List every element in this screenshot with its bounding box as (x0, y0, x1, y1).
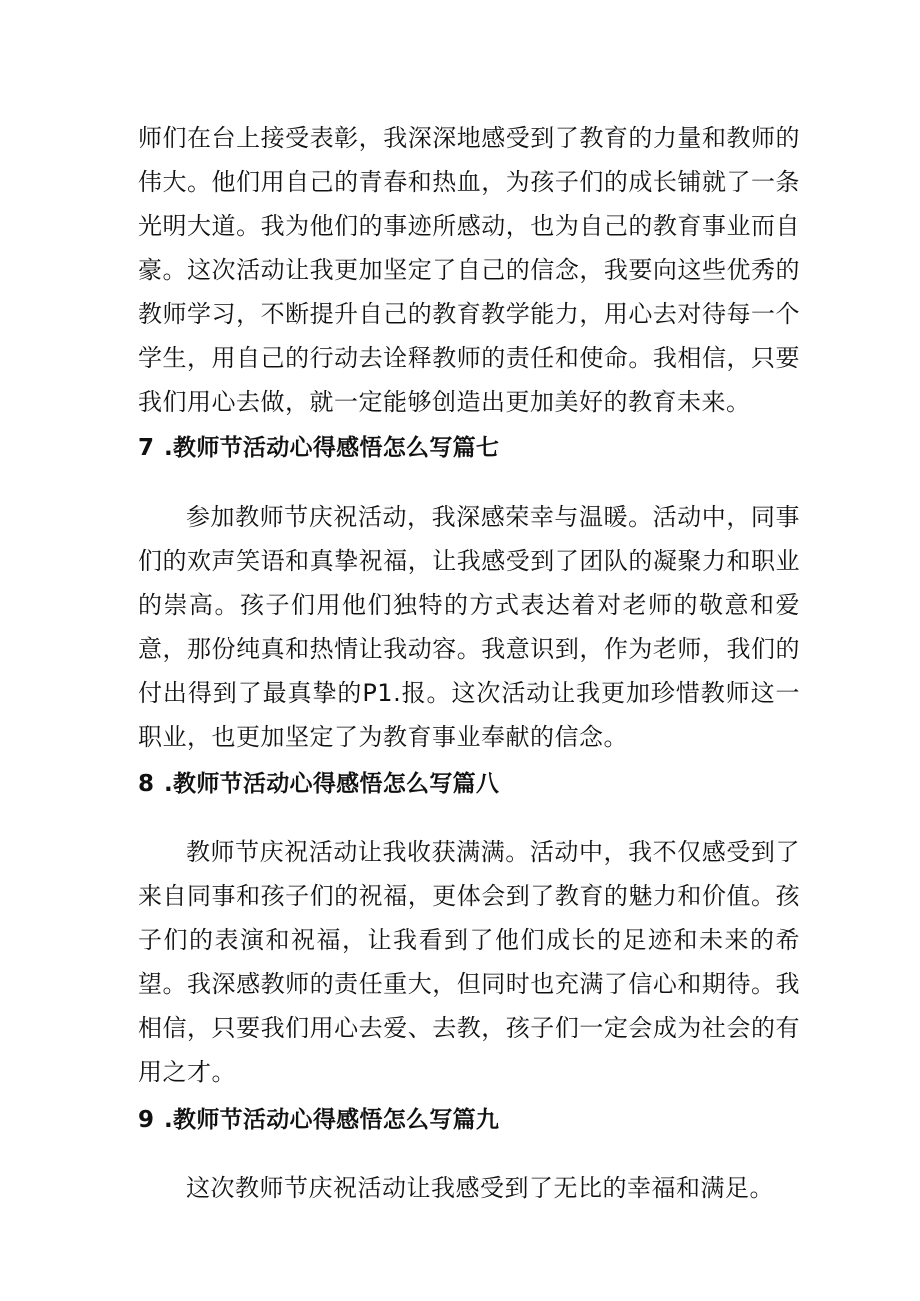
continued-paragraph: 师们在台上接受表彰，我深深地感受到了教育的力量和教师的伟大。他们用自己的青春和热血，为孩子们的成长铺就了一条光明大道。我为他们的事迹所感动，也为自己的教育事业而自豪。这次活动让我更加坚定了自己的信念，我要向这些优秀的教师学习，不断提升自己的教育教学能力，用心去对待每一个学生，用自己的行动去诠释教师的责任和使命。我相信，只要我们用心去做，就一定能够创造出更加美好的教育未来。 (138, 124, 800, 416)
section-heading-9 (138, 1098, 800, 1142)
section-title: .教师节活动心得感悟怎么写篇七 (164, 435, 500, 461)
section-title: .教师节活动心得感悟怎么写篇九 (164, 1107, 500, 1133)
section-number: 9 (138, 1107, 155, 1133)
section-heading-7 (138, 426, 800, 470)
section-title: .教师节活动心得感悟怎么写篇八 (164, 771, 500, 797)
section-number: 7 (138, 435, 155, 461)
section-number: 8 (138, 771, 155, 797)
section-body-8: 教师节庆祝活动让我收获满满。活动中，我不仅感受到了来自同事和孩子们的祝福，更体会到了教育的魅力和价值。孩子们的表演和祝福，让我看到了他们成长的足迹和未来的希望。我深感教师的责任重大，但同时也充满了信心和期待。我相信，只要我们用心去爱、去教，孩子们一定会成为社会的有用之才。 (138, 838, 800, 1086)
section-body-7: 参加教师节庆祝活动，我深感荣幸与温暖。活动中，同事们的欢声笑语和真挚祝福，让我感受到了团队的凝聚力和职业的崇高。孩子们用他们独特的方式表达着对老师的敬意和爱意，那份纯真和热情让我动容。我意识到，作为老师，我们的付出得到了最真挚的P1.报。这次活动让我更加珍惜教师这一职业，也更加坚定了为教育事业奉献的信念。 (138, 503, 800, 751)
section-body-9: 这次教师节庆祝活动让我感受到了无比的幸福和满足。 (186, 1174, 774, 1202)
section-heading-8 (138, 762, 800, 806)
